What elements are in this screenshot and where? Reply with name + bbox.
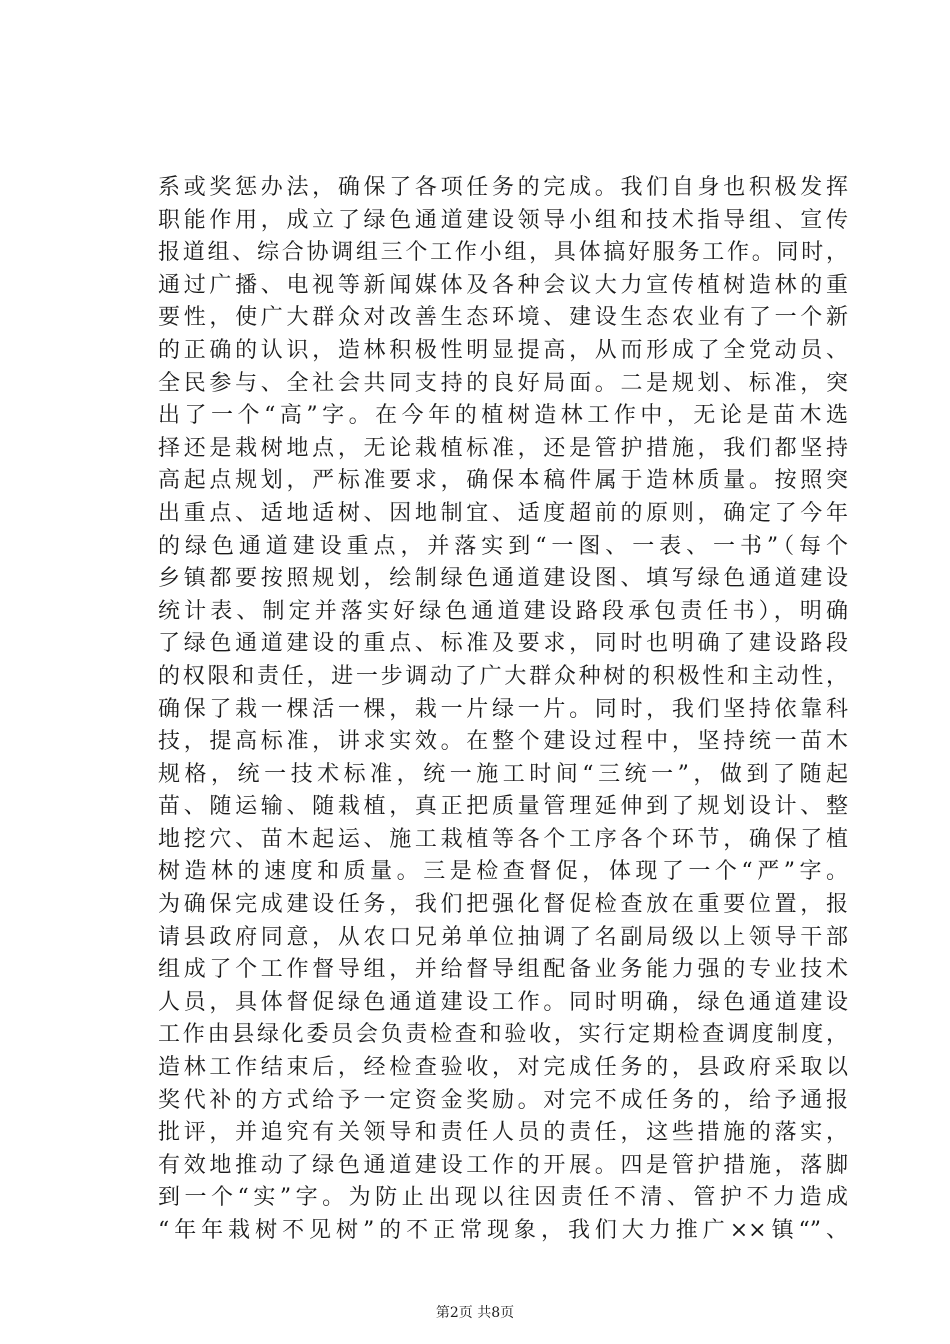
text-line: 组成了个工作督导组，并给督导组配备业务能力强的专业技术 xyxy=(158,957,848,983)
text-line: 苗、随运输、随栽植，真正把质量管理延伸到了规划设计、整 xyxy=(158,794,848,820)
text-line: 报道组、综合协调组三个工作小组，具体搞好服务工作。同时， xyxy=(158,240,848,266)
text-line: 工作由县绿化委员会负责检查和验收，实行定期检查调度制度， xyxy=(158,1022,848,1048)
text-line: 系或奖惩办法，确保了各项任务的完成。我们自身也积极发挥 xyxy=(158,175,848,200)
text-line: 奖代补的方式给予一定资金奖励。对完不成任务的，给予通报 xyxy=(158,1087,848,1113)
text-line: 地挖穴、苗木起运、施工栽植等各个工序各个环节，确保了植 xyxy=(158,826,848,852)
body-text xyxy=(158,172,848,1248)
text-line: 请县政府同意，从农口兄弟单位抽调了名副局级以上领导干部 xyxy=(158,924,848,950)
text-line: 规格，统一技术标准，统一施工时间“三统一”，做到了随起 xyxy=(158,761,848,787)
text-line: 高起点规划，严标准要求，确保本稿件属于造林质量。按照突 xyxy=(158,468,848,494)
text-line: 到一个“实”字。为防止出现以往因责任不清、管护不力造成 xyxy=(158,1185,848,1211)
text-line: 出了一个“高”字。在今年的植树造林工作中，无论是苗木选 xyxy=(158,403,848,429)
text-line: 全民参与、全社会共同支持的良好局面。二是规划、标准，突 xyxy=(158,370,848,396)
text-line: 的绿色通道建设重点，并落实到“一图、一表、一书”（每个 xyxy=(158,533,848,559)
text-line: 的权限和责任，进一步调动了广大群众种树的积极性和主动性， xyxy=(158,663,848,689)
text-line: “年年栽树不见树”的不正常现象，我们大力推广××镇“”、 xyxy=(158,1218,848,1243)
text-line: 的正确的认识，造林积极性明显提高，从而形成了全党动员、 xyxy=(158,337,848,363)
text-line: 人员，具体督促绿色通道建设工作。同时明确，绿色通道建设 xyxy=(158,989,848,1015)
text-line: 技，提高标准，讲求实效。在整个建设过程中，坚持统一苗木 xyxy=(158,729,848,755)
text-line: 为确保完成建设任务，我们把强化督促检查放在重要位置，报 xyxy=(158,892,848,918)
text-line: 确保了栽一棵活一棵，栽一片绿一片。同时，我们坚持依靠科 xyxy=(158,696,848,722)
text-line: 出重点、适地适树、因地制宜、适度超前的原则，确定了今年 xyxy=(158,500,848,526)
text-line: 造林工作结束后，经检查验收，对完成任务的，县政府采取以 xyxy=(158,1055,848,1081)
text-line: 有效地推动了绿色通道建设工作的开展。四是管护措施，落脚 xyxy=(158,1152,848,1178)
text-line: 职能作用，成立了绿色通道建设领导小组和技术指导组、宣传 xyxy=(158,207,848,233)
text-line: 树造林的速度和质量。三是检查督促，体现了一个“严”字。 xyxy=(158,859,848,885)
text-line: 了绿色通道建设的重点、标准及要求，同时也明确了建设路段 xyxy=(158,631,848,657)
text-line: 批评，并追究有关领导和责任人员的责任，这些措施的落实， xyxy=(158,1120,848,1146)
text-line: 通过广播、电视等新闻媒体及各种会议大力宣传植树造林的重 xyxy=(158,272,848,298)
text-line: 乡镇都要按照规划，绘制绿色通道建设图、填写绿色通道建设 xyxy=(158,566,848,592)
text-line: 要性，使广大群众对改善生态环境、建设生态农业有了一个新 xyxy=(158,305,848,331)
text-line: 择还是栽树地点，无论栽植标准，还是管护措施，我们都坚持 xyxy=(158,435,848,461)
text-line: 统计表、制定并落实好绿色通道建设路段承包责任书），明确 xyxy=(158,598,848,624)
page-footer: 第2页 共8页 xyxy=(435,1305,515,1321)
